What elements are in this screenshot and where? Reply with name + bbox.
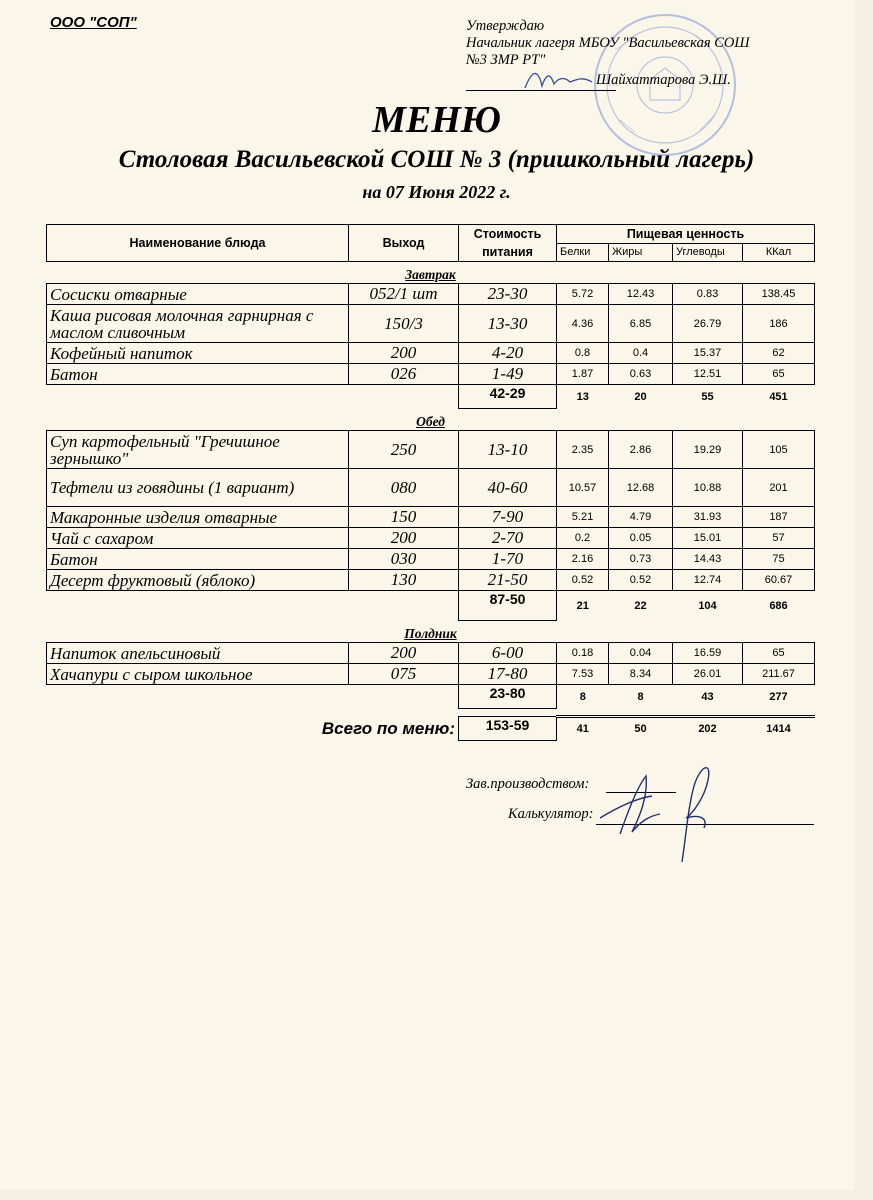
dish-fats: 0.4 bbox=[609, 343, 673, 364]
section-title: Обед bbox=[416, 414, 445, 429]
dish-cost: 6-00 bbox=[459, 643, 557, 664]
dish-proteins: 5.21 bbox=[557, 507, 609, 528]
dish-output: 030 bbox=[349, 549, 459, 570]
dish-output: 075 bbox=[349, 664, 459, 685]
header-cost-line2: питания bbox=[482, 245, 533, 259]
dish-fats: 4.79 bbox=[609, 507, 673, 528]
production-manager-label: Зав.производством: bbox=[466, 776, 590, 792]
dish-output: 250 bbox=[349, 431, 459, 469]
header-fats: Жиры bbox=[609, 243, 673, 262]
dish-proteins: 0.2 bbox=[557, 528, 609, 549]
section-total-proteins: 21 bbox=[576, 599, 589, 612]
dish-name: Суп картофельный "Гречишное зернышко" bbox=[47, 431, 349, 469]
total-spacer bbox=[47, 685, 459, 709]
dish-kcal: 75 bbox=[743, 549, 815, 570]
section-total-cost: 42-29 bbox=[459, 385, 557, 409]
grand-total-label: Всего по меню: bbox=[321, 718, 455, 738]
dish-proteins: 2.35 bbox=[557, 431, 609, 469]
section-total-cost: 23-80 bbox=[459, 685, 557, 709]
dish-cost: 2-70 bbox=[459, 528, 557, 549]
dish-name: Десерт фруктовый (яблоко) bbox=[47, 570, 349, 591]
header-cost-line1: Стоимость bbox=[473, 227, 542, 241]
dish-cost: 13-30 bbox=[459, 305, 557, 343]
dish-proteins: 5.72 bbox=[557, 284, 609, 305]
dish-carbs: 16.59 bbox=[673, 643, 743, 664]
dish-proteins: 0.18 bbox=[557, 643, 609, 664]
dish-output: 026 bbox=[349, 364, 459, 385]
menu-item-row bbox=[47, 364, 815, 385]
footer-signatures bbox=[590, 756, 730, 866]
dish-kcal: 211.67 bbox=[743, 664, 815, 685]
section-row bbox=[47, 409, 815, 431]
dish-name: Сосиски отварные bbox=[47, 284, 349, 305]
page-title: МЕНЮ bbox=[372, 99, 501, 141]
grand-total-row bbox=[47, 717, 815, 741]
dish-fats: 0.63 bbox=[609, 364, 673, 385]
dish-output: 080 bbox=[349, 469, 459, 507]
dish-output: 150/3 bbox=[349, 305, 459, 343]
menu-item-row bbox=[47, 528, 815, 549]
dish-name: Каша рисовая молочная гарнирная с маслом сливочным bbox=[47, 305, 349, 343]
approve-position-line2: №3 ЗМР РТ" bbox=[466, 52, 546, 68]
dish-carbs: 26.79 bbox=[673, 305, 743, 343]
dish-carbs: 15.01 bbox=[673, 528, 743, 549]
section-total-row bbox=[47, 385, 815, 409]
grand-total-proteins: 41 bbox=[557, 717, 609, 741]
dish-name: Напиток апельсиновый bbox=[47, 643, 349, 664]
dish-kcal: 186 bbox=[743, 305, 815, 343]
page-subtitle: Столовая Васильевской СОШ № 3 (пришкольный лагерь) bbox=[118, 146, 755, 173]
section-total-fats: 20 bbox=[634, 390, 647, 403]
section-row bbox=[47, 621, 815, 643]
dish-carbs: 14.43 bbox=[673, 549, 743, 570]
menu-table bbox=[46, 224, 815, 741]
dish-cost: 21-50 bbox=[459, 570, 557, 591]
section-total-fats: 22 bbox=[634, 599, 647, 612]
dish-kcal: 187 bbox=[743, 507, 815, 528]
dish-fats: 0.73 bbox=[609, 549, 673, 570]
calculator-label: Калькулятор: bbox=[508, 806, 594, 822]
spacer-row bbox=[47, 709, 815, 717]
grand-total-fats: 50 bbox=[609, 717, 673, 741]
dish-name: Батон bbox=[47, 364, 349, 385]
dish-carbs: 31.93 bbox=[673, 507, 743, 528]
dish-kcal: 105 bbox=[743, 431, 815, 469]
dish-cost: 1-49 bbox=[459, 364, 557, 385]
section-total-row bbox=[47, 685, 815, 709]
dish-kcal: 65 bbox=[743, 364, 815, 385]
dish-output: 200 bbox=[349, 643, 459, 664]
spacer-cell bbox=[47, 709, 815, 717]
section-total-kcal: 451 bbox=[769, 390, 788, 403]
dish-name: Хачапури с сыром школьное bbox=[47, 664, 349, 685]
section-title: Полдник bbox=[404, 626, 457, 641]
section-row bbox=[47, 262, 815, 284]
dish-kcal: 65 bbox=[743, 643, 815, 664]
dish-cost: 1-70 bbox=[459, 549, 557, 570]
header-kcal: ККал bbox=[743, 243, 815, 262]
section-total-carbs: 43 bbox=[701, 690, 714, 703]
dish-proteins: 2.16 bbox=[557, 549, 609, 570]
menu-item-row bbox=[47, 643, 815, 664]
menu-item-row bbox=[47, 343, 815, 364]
dish-cost: 7-90 bbox=[459, 507, 557, 528]
menu-item-row bbox=[47, 431, 815, 469]
header-proteins: Белки bbox=[557, 243, 609, 262]
menu-item-row bbox=[47, 469, 815, 507]
dish-cost: 17-80 bbox=[459, 664, 557, 685]
menu-item-row bbox=[47, 664, 815, 685]
dish-carbs: 12.51 bbox=[673, 364, 743, 385]
dish-kcal: 138.45 bbox=[743, 284, 815, 305]
grand-total-carbs: 202 bbox=[673, 717, 743, 741]
dish-carbs: 26.01 bbox=[673, 664, 743, 685]
dish-kcal: 60.67 bbox=[743, 570, 815, 591]
dish-proteins: 0.52 bbox=[557, 570, 609, 591]
section-total-kcal: 277 bbox=[769, 690, 788, 703]
dish-fats: 0.05 bbox=[609, 528, 673, 549]
dish-kcal: 62 bbox=[743, 343, 815, 364]
dish-fats: 8.34 bbox=[609, 664, 673, 685]
dish-name: Чай с сахаром bbox=[47, 528, 349, 549]
approval-block bbox=[466, 18, 796, 69]
section-total-fats: 8 bbox=[637, 690, 644, 703]
total-spacer bbox=[47, 591, 459, 621]
dish-output: 150 bbox=[349, 507, 459, 528]
section-total-carbs: 104 bbox=[698, 599, 717, 612]
dish-fats: 0.52 bbox=[609, 570, 673, 591]
menu-item-row bbox=[47, 507, 815, 528]
dish-carbs: 10.88 bbox=[673, 469, 743, 507]
approve-position-line1: Начальник лагеря МБОУ "Васильевская СОШ bbox=[466, 35, 750, 51]
menu-item-row bbox=[47, 284, 815, 305]
grand-total-cost: 153-59 bbox=[459, 717, 557, 741]
total-spacer bbox=[47, 385, 459, 409]
dish-name: Тефтели из говядины (1 вариант) bbox=[47, 469, 349, 507]
section-total-proteins: 13 bbox=[576, 390, 589, 403]
section-total-row bbox=[47, 591, 815, 621]
section-total-carbs: 55 bbox=[701, 390, 714, 403]
dish-output: 130 bbox=[349, 570, 459, 591]
dish-cost: 40-60 bbox=[459, 469, 557, 507]
section-title: Завтрак bbox=[405, 267, 456, 282]
dish-carbs: 12.74 bbox=[673, 570, 743, 591]
dish-cost: 4-20 bbox=[459, 343, 557, 364]
section-total-cost: 87-50 bbox=[459, 591, 557, 621]
dish-cost: 13-10 bbox=[459, 431, 557, 469]
menu-item-row bbox=[47, 305, 815, 343]
header-cost bbox=[459, 225, 557, 262]
dish-fats: 2.86 bbox=[609, 431, 673, 469]
menu-date: на 07 Июня 2022 г. bbox=[362, 182, 511, 202]
header-name: Наименование блюда bbox=[47, 225, 349, 262]
section-total-kcal: 686 bbox=[769, 599, 788, 612]
approver-signature bbox=[520, 62, 600, 94]
grand-total-kcal: 1414 bbox=[743, 717, 815, 741]
company-name: ООО "СОП" bbox=[50, 14, 137, 31]
dish-output: 200 bbox=[349, 528, 459, 549]
dish-proteins: 4.36 bbox=[557, 305, 609, 343]
dish-kcal: 57 bbox=[743, 528, 815, 549]
dish-output: 200 bbox=[349, 343, 459, 364]
dish-proteins: 7.53 bbox=[557, 664, 609, 685]
dish-output: 052/1 шт bbox=[349, 284, 459, 305]
dish-fats: 12.43 bbox=[609, 284, 673, 305]
dish-kcal: 201 bbox=[743, 469, 815, 507]
dish-carbs: 0.83 bbox=[673, 284, 743, 305]
section-total-proteins: 8 bbox=[579, 690, 586, 703]
dish-carbs: 15.37 bbox=[673, 343, 743, 364]
dish-fats: 6.85 bbox=[609, 305, 673, 343]
menu-item-row bbox=[47, 549, 815, 570]
dish-fats: 0.04 bbox=[609, 643, 673, 664]
header-output: Выход bbox=[349, 225, 459, 262]
dish-cost: 23-30 bbox=[459, 284, 557, 305]
dish-proteins: 10.57 bbox=[557, 469, 609, 507]
header-carbs: Углеводы bbox=[673, 243, 743, 262]
approver-name: Шайхаттарова Э.Ш. bbox=[596, 72, 731, 88]
dish-name: Макаронные изделия отварные bbox=[47, 507, 349, 528]
header-nutrition: Пищевая ценность bbox=[557, 225, 815, 244]
approve-label: Утверждаю bbox=[466, 18, 545, 34]
dish-fats: 12.68 bbox=[609, 469, 673, 507]
dish-carbs: 19.29 bbox=[673, 431, 743, 469]
dish-name: Кофейный напиток bbox=[47, 343, 349, 364]
menu-item-row bbox=[47, 570, 815, 591]
dish-proteins: 0.8 bbox=[557, 343, 609, 364]
dish-proteins: 1.87 bbox=[557, 364, 609, 385]
dish-name: Батон bbox=[47, 549, 349, 570]
